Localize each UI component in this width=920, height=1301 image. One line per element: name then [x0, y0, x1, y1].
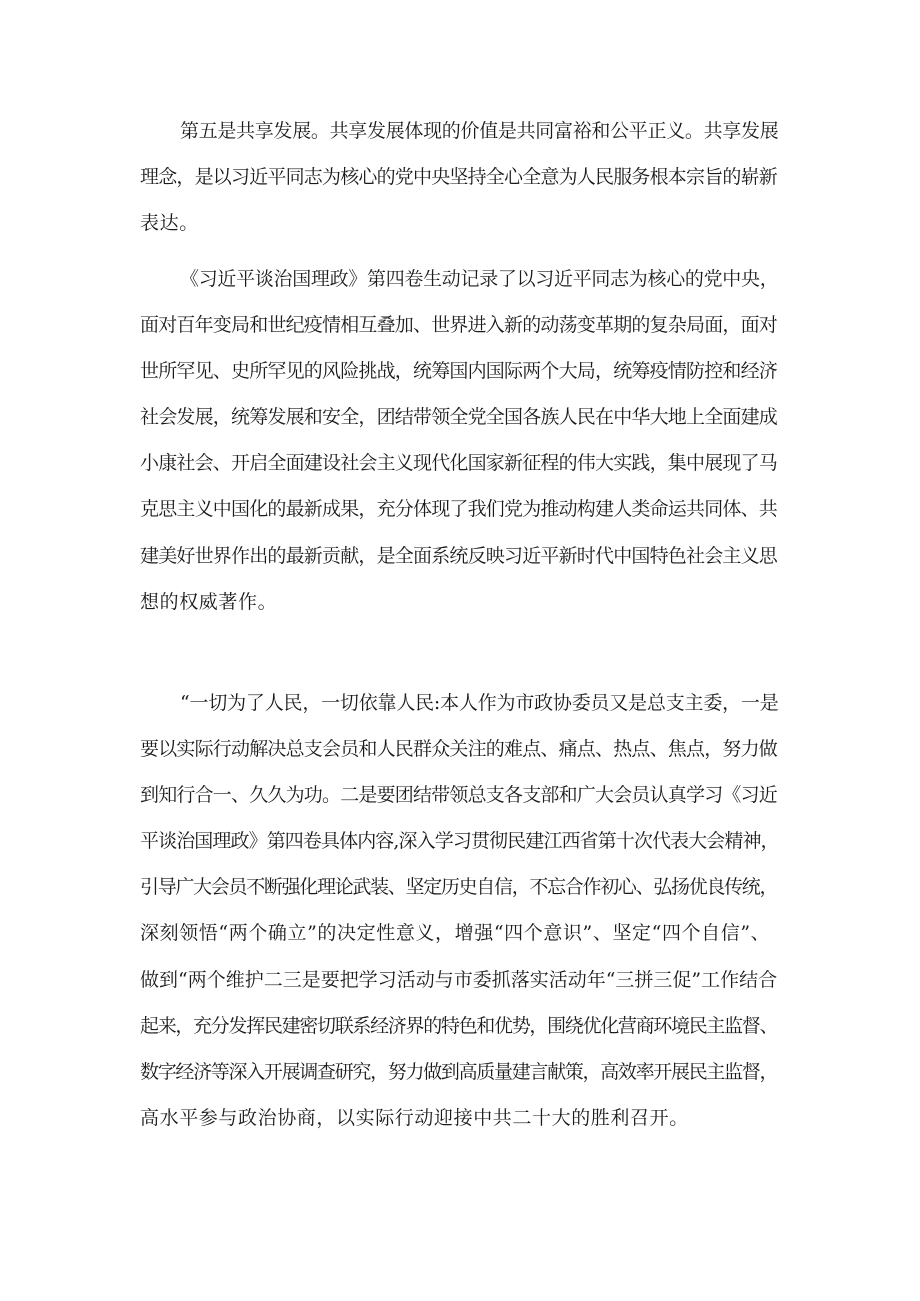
paragraph-line: 建美好世界作出的最新贡献，是全面系统反映习近平新时代中国特色社会主义思: [140, 544, 778, 567]
paragraph-line: 想的权威著作。: [140, 590, 278, 613]
paragraph-line: 平谈治国理政》第四卷具体内容,深入学习贯彻民建江西省第十次代表大会精神，: [140, 830, 779, 853]
paragraph-line: 《习近平谈治国理政》第四卷生动记录了以习近平同志为核心的党中央，: [180, 268, 779, 290]
paragraph-line: 克思主义中国化的最新成果，充分体现了我们党为推动构建人类命运共同体、共: [140, 498, 778, 521]
paragraph-line: 做到“两个维护二三是要把学习活动与市委抓落实活动年“三拼三促”工作结合: [140, 968, 778, 991]
paragraph-line: 社会发展，统筹发展和安全，团结带领全党全国各族人民在中华大地上全面建成: [140, 406, 778, 429]
paragraph-line: 数字经济等深入开展调查研究，努力做到高质量建言献策，高效率开展民主监督，: [140, 1060, 778, 1083]
paragraph-line: 起来，充分发挥民建密切联系经济界的特色和优势，围绕优化营商环境民主监督、: [140, 1014, 778, 1037]
paragraph-line: 理念，是以习近平同志为核心的党中央坚持全心全意为人民服务根本宗旨的崭新: [140, 166, 778, 189]
paragraph-volume-four: [140, 256, 780, 625]
paragraph-line: 到知行合一、久久为功。二是要团结带领总支各支部和广大会员认真学习《习近: [140, 784, 778, 807]
paragraph-line: 第五是共享发展。共享发展体现的价值是共同富裕和公平正义。共享发展: [180, 120, 779, 142]
paragraph-line: “一切为了人民，一切依靠人民:本人作为市政协委员又是总支主委，一是: [180, 692, 779, 714]
paragraph-for-the-people: [140, 680, 780, 1141]
paragraph-line: 面对百年变局和世纪疫情相互叠加、世界进入新的动荡变革期的复杂局面，面对: [140, 314, 778, 337]
paragraph-line: 引导广大会员不断强化理论武装、坚定历史自信，不忘合作初心、弘扬优良传统，: [140, 876, 778, 899]
paragraph-line: 深刻领悟“两个确立”的决定性意义，增强“四个意识”、坚定“四个自信”、: [140, 922, 771, 945]
paragraph-line: 世所罕见、史所罕见的风险挑战，统筹国内国际两个大局，统筹疫情防控和经济: [140, 360, 778, 383]
paragraph-line: 表达。: [140, 212, 199, 235]
paragraph-line: 高水平参与政治协商，以实际行动迎接中共二十大的胜利召开。: [140, 1106, 689, 1129]
paragraph-line: 小康社会、开启全面建设社会主义现代化国家新征程的伟大实践，集中展现了马: [140, 452, 778, 475]
paragraph-shared-development: [140, 108, 780, 246]
paragraph-line: 要以实际行动解决总支会员和人民群众关注的难点、痛点、热点、焦点，努力做: [140, 738, 778, 761]
